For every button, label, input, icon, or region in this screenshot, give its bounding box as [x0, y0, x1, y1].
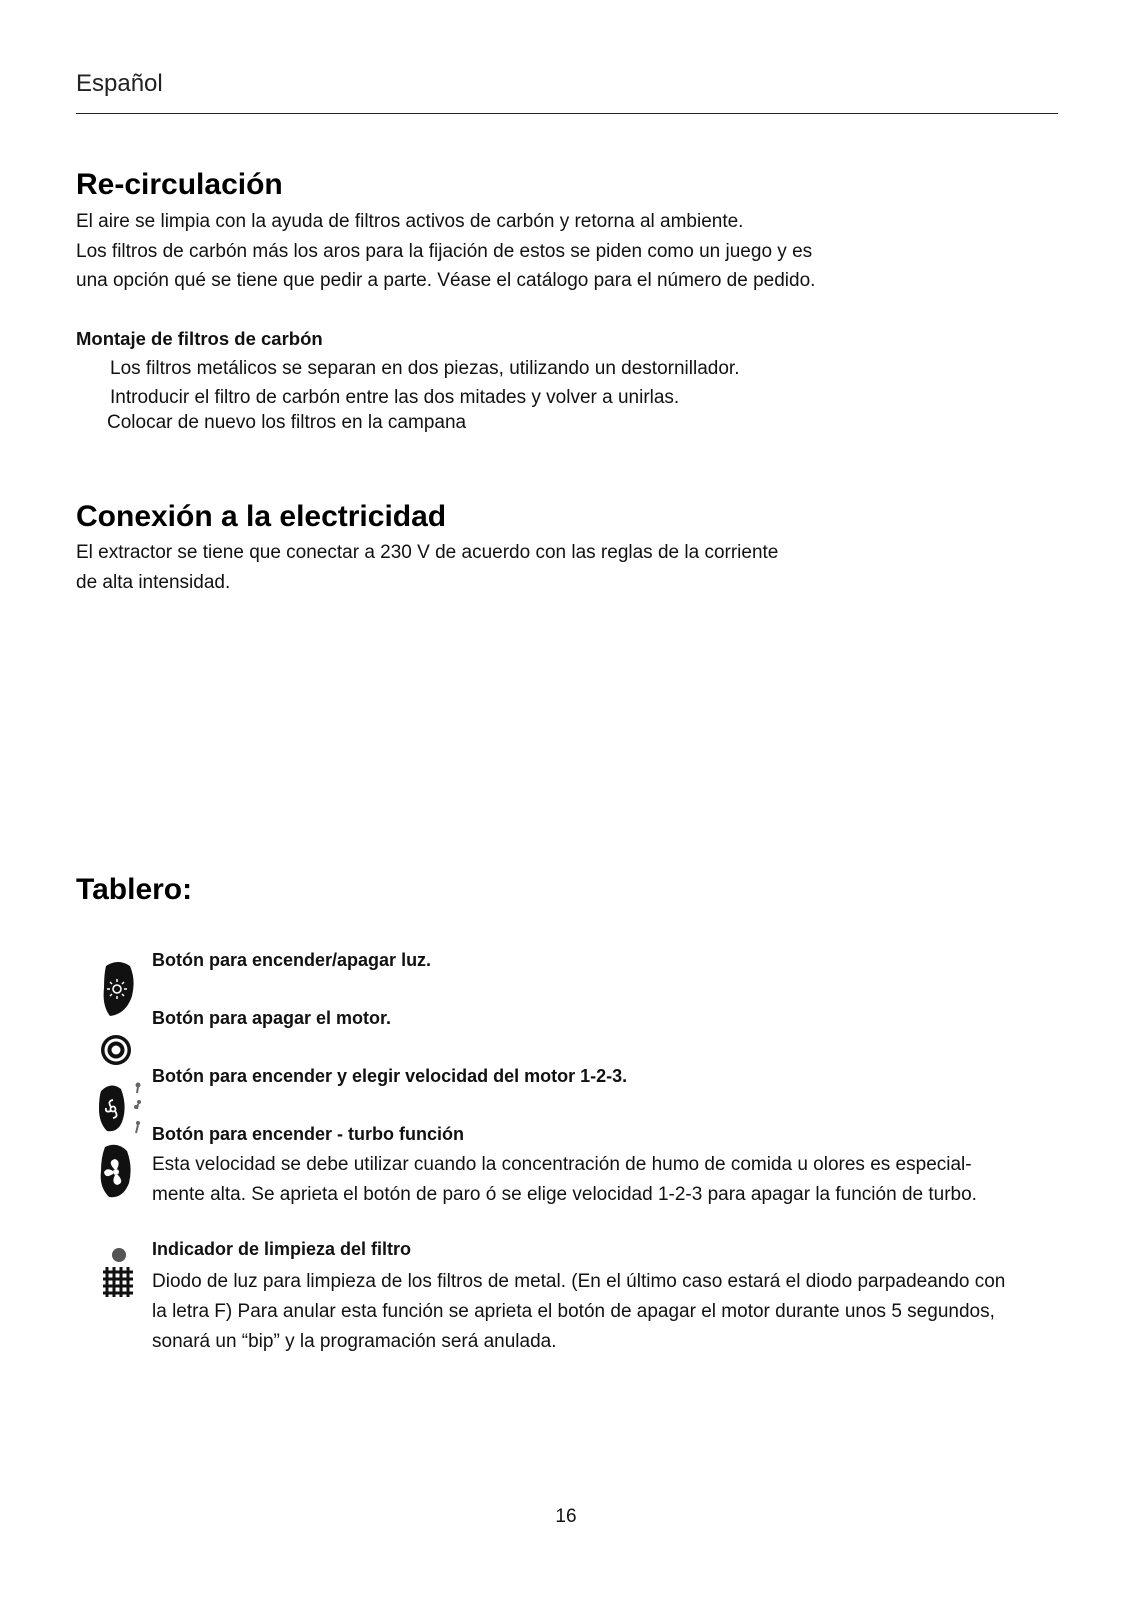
recirculation-line-3: una opción qué se tiene que pedir a parte. Véase el catálogo para el número de pedido. — [76, 270, 816, 291]
turbo-button-icon — [99, 1143, 135, 1201]
turbo-desc-line-2: mente alta. Se aprieta el botón de paro ó se elige velocidad 1-2-3 para apagar la función de turbo. — [152, 1184, 977, 1205]
filter-indicator-icon — [102, 1247, 136, 1305]
filter-desc-line-1: Diodo de luz para limpieza de los filtros de metal. (En el último caso estará el diodo parpadeando con — [152, 1271, 1006, 1292]
mounting-step-3: Colocar de nuevo los filtros en la campana — [107, 412, 467, 433]
fan-speed-button-label: Botón para encender y elegir velocidad del motor 1-2-3. — [152, 1066, 628, 1086]
recirculation-title: Re-circulación — [76, 168, 283, 201]
electricity-line-1: El extractor se tiene que conectar a 230 V de acuerdo con las reglas de la corriente — [76, 542, 779, 563]
motor-off-button-label: Botón para apagar el motor. — [152, 1008, 392, 1028]
turbo-button-label: Botón para encender - turbo función — [152, 1124, 465, 1144]
page-number: 16 — [555, 1506, 577, 1527]
filter-desc-line-3: sonará un “bip” y la programación será anulada. — [152, 1331, 557, 1352]
filter-indicator-label: Indicador de limpieza del filtro — [152, 1239, 412, 1259]
mounting-step-2: Introducir el filtro de carbón entre las dos mitades y volver a unirlas. — [110, 387, 680, 408]
recirculation-line-1: El aire se limpia con la ayuda de filtros activos de carbón y retorna al ambiente. — [76, 211, 744, 232]
electricity-title: Conexión a la electricidad — [76, 500, 447, 533]
language-label: Español — [76, 70, 163, 97]
mounting-title: Montaje de filtros de carbón — [76, 328, 323, 349]
header-divider — [76, 113, 1058, 114]
motor-off-button-icon — [99, 1033, 133, 1067]
panel-title: Tablero: — [76, 873, 193, 906]
electricity-line-2: de alta intensidad. — [76, 572, 231, 593]
turbo-desc-line-1: Esta velocidad se debe utilizar cuando la concentración de humo de comida u olores es especial- — [152, 1154, 972, 1175]
light-button-icon — [102, 960, 136, 1018]
filter-desc-line-2: la letra F) Para anular esta función se aprieta el botón de apagar el motor durante unos 5 segundos, — [152, 1301, 995, 1322]
recirculation-line-2: Los filtros de carbón más los aros para la fijación de estos se piden como un juego y es — [76, 241, 813, 262]
mounting-step-1: Los filtros metálicos se separan en dos piezas, utilizando un destornillador. — [110, 358, 740, 379]
light-button-label: Botón para encender/apagar luz. — [152, 950, 432, 970]
fan-speed-button-icon — [97, 1079, 145, 1139]
